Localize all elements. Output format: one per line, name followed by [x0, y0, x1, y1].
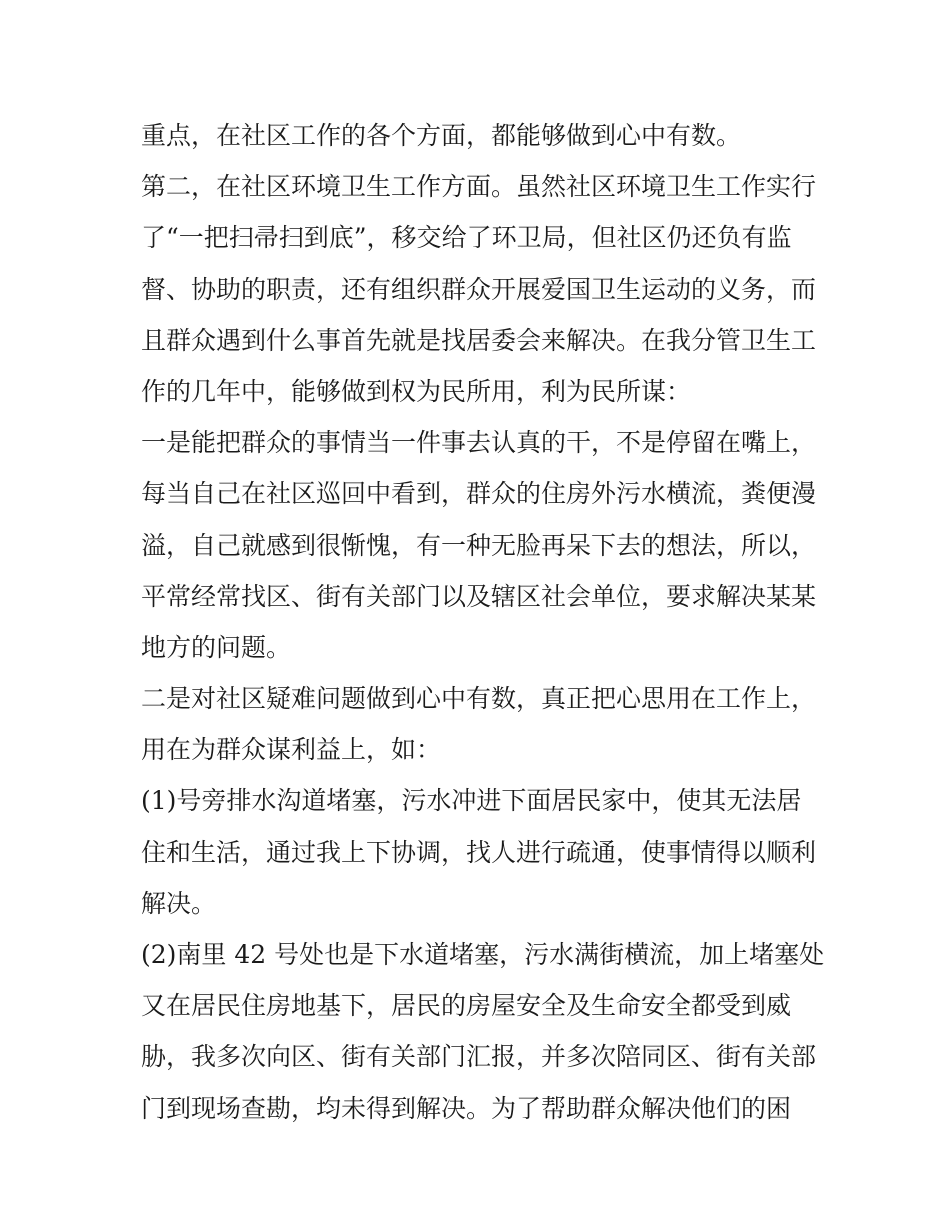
- document-body: [141, 110, 825, 1134]
- text-line: 二是对社区疑难问题做到心中有数，真正把心思用在工作上，: [141, 684, 817, 714]
- text-line: 每当自己在社区巡回中看到，群众的住房外污水横流，粪便漫: [141, 479, 817, 509]
- text-line: (1)号旁排水沟道堵塞，污水冲进下面居民家中，使其无法居: [141, 786, 802, 816]
- text-line: 住和生活，通过我上下协调，找人进行疏通，使事情得以顺利: [141, 837, 817, 867]
- text-line: 溢，自己就感到很惭愧，有一种无脸再呆下去的想法，所以，: [141, 530, 817, 560]
- text-line: 又在居民住房地基下，居民的房屋安全及生命安全都受到威: [141, 991, 792, 1021]
- text-line: 重点，在社区工作的各个方面，都能够做到心中有数。: [141, 121, 742, 150]
- text-line: 平常经常找区、街有关部门以及辖区社会单位，要求解决某某: [141, 581, 817, 611]
- text-line: 用在为群众谋利益上，如：: [141, 735, 442, 765]
- text-line: 一是能把群众的事情当一件事去认真的干，不是停留在嘴上，: [141, 428, 817, 458]
- text-line: 解决。: [141, 888, 217, 918]
- text-line: (2)南里 42 号处也是下水道堵塞，污水满街横流，加上堵塞处: [141, 940, 825, 969]
- text-line: 作的几年中，能够做到权为民所用，利为民所谋：: [141, 376, 692, 406]
- text-line: 地方的问题。: [141, 632, 292, 662]
- text-line: 胁，我多次向区、街有关部门汇报，并多次陪同区、街有关部: [141, 1042, 817, 1072]
- text-line: 第二，在社区环境卫生工作方面。虽然社区环境卫生工作实行: [141, 172, 817, 202]
- text-line: 且群众遇到什么事首先就是找居委会来解决。在我分管卫生工: [141, 325, 817, 355]
- text-line: 督、协助的职责，还有组织群众开展爱国卫生运动的义务，而: [141, 274, 817, 304]
- text-line: 门到现场查勘，均未得到解决。为了帮助群众解决他们的困: [141, 1093, 792, 1123]
- text-line: 了“一把扫帚扫到底”，移交给了环卫局，但社区仍还负有监: [141, 223, 792, 253]
